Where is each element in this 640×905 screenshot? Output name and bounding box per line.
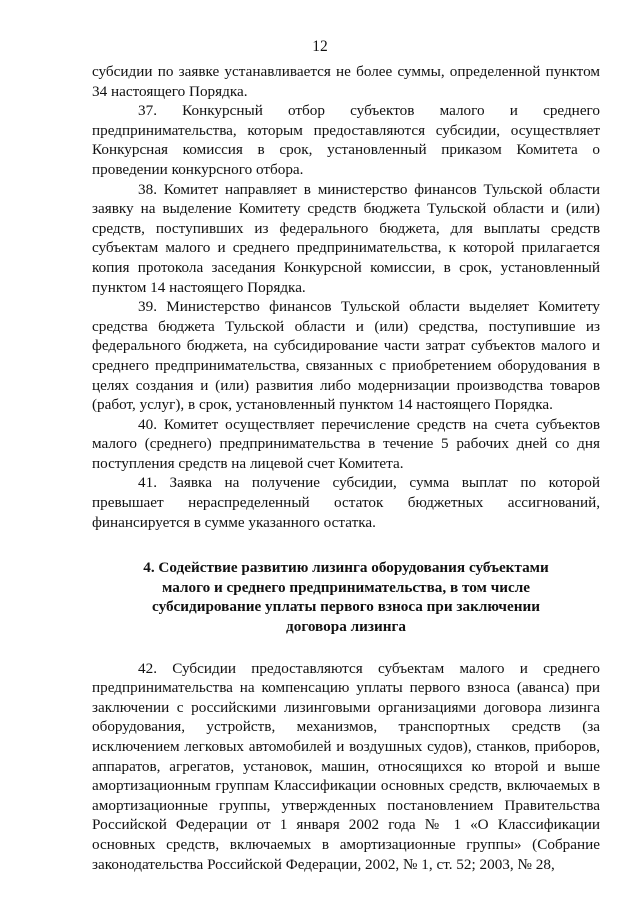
- section-title-line: малого и среднего предпринимательства, в том числе: [161, 578, 531, 596]
- paragraph-37: 37. Конкурсный отбор субъектов малого и среднего предпринимательства, которым предоставляются субсидии, осуществляет Конкурсная комиссия в срок, установленный приказом Комитета о проведении конкурсного отбора.: [92, 102, 600, 178]
- section-title-line: субсидирование уплаты первого взноса при заключении: [152, 598, 540, 616]
- section-title-line: 4. Содействие развитию лизинга оборудования субъектами: [143, 559, 549, 577]
- page-number: 12: [312, 38, 328, 55]
- paragraph-39: 39. Министерство финансов Тульской области выделяет Комитету средства бюджета Тульской области и (или) средства, поступившие из федерального бюджета, на субсидирование части затрат субъектов малого и среднего предпринимательства, связанных с приобретением оборудования в целях создания и (или) развития либо модернизации производства товаров (работ, услуг), в срок, установленный пунктом 14 настоящего Порядка.: [92, 298, 600, 414]
- paragraph-41: 41. Заявка на получение субсидии, сумма выплат по которой превышает нераспределенный остаток бюджетных ассигнований, финансируется в сумме указанного остатка.: [92, 474, 600, 531]
- document-body: [92, 62, 600, 874]
- section-spacer: [92, 637, 600, 659]
- paragraph-38: 38. Комитет направляет в министерство финансов Тульской области заявку на выделение Комитету средств бюджета Тульской области и (или) средств, поступивших из федерального бюджета, для выплаты средств субъектам малого и среднего предпринимательства, к которой прилагается копия протокола заседания Конкурсной комиссии, в срок, установленный пунктом 14 настоящего Порядка.: [92, 180, 600, 296]
- section-title: [92, 558, 600, 636]
- section-title-line: договора лизинга: [286, 618, 406, 636]
- paragraph-40: 40. Комитет осуществляет перечисление средств на счета субъектов малого (среднего) предпринимательства в течение 5 рабочих дней со дня поступления средств на лицевой счет Комитета.: [92, 415, 600, 472]
- paragraph-continuation: субсидии по заявке устанавливается не более суммы, определенной пунктом 34 настоящего Порядка.: [92, 63, 600, 100]
- paragraph-42: 42. Субсидии предоставляются субъектам малого и среднего предпринимательства на компенсацию уплаты первого взноса (аванса) при заключении с российскими лизинговыми организациями договора лизинга оборудования, устройств, механизмов, транспортных средств (за исключением легковых автомобилей и воздушных судов), станков, приборов, аппаратов, агрегатов, установок, машин, относящихся ко второй и выше амортизационным группам Классификации основных средств, включаемых в амортизационные группы, утвержденных постановлением Правительства Российской Федерации от 1 января 2002 года № 1 «О Классификации основных средств, включаемых в амортизационные группы» (Собрание законодательства Российской Федерации, 2002, № 1, ст. 52; 2003, № 28,: [92, 659, 600, 873]
